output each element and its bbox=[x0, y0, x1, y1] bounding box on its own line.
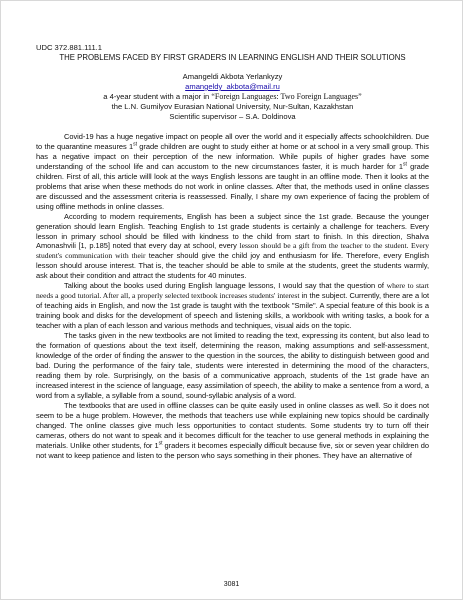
paragraph-2-text-b: teacher should give the child joy and enthusiasm for life. Therefore, every English lesson should arouse interest. That is, the teacher should be able to smile at the students, greet the students warmly, ask about their condition and attract the students for 40 minutes. bbox=[36, 251, 429, 281]
paragraph-2-text-a: According to modern requirements, English has been a subject since the 1st grade. Because the younger generation should learn English. Teaching English to 1st grade students is certainly a challenge for teachers. Every lesson in primary school should be filled with kindness to the child from start to finish. In this direction, Shalva Amonashvili [1, p.185] noted that every day at school, every bbox=[36, 211, 429, 251]
superscript: st bbox=[133, 141, 137, 148]
affiliation-prefix: a 4-year student with a major in bbox=[103, 92, 212, 101]
paragraph-3-serif-run: where to start needs a good tutorial. After all, a properly selected textbook increases students' interest bbox=[36, 281, 429, 301]
author-affiliation bbox=[36, 92, 429, 102]
paragraph-5-text-b: graders it becomes especially difficult because five, six or seven year children do not want to keep patience and listen to the person who says something in their phones. They have an alternative of bbox=[36, 440, 429, 460]
udc-code: UDC 372.881.111.1 bbox=[36, 43, 102, 52]
article-body bbox=[36, 132, 429, 460]
paragraph-3-text-a: Talking about the books used during English language lessons, I would say that the question of bbox=[64, 281, 387, 291]
page-number: 3081 bbox=[223, 581, 240, 588]
paragraph-1-text-a: Covid-19 has a huge negative impact on people all over the world and it especially affects schoolchildren. Due to the quarantine measures 1 bbox=[36, 132, 429, 151]
paragraph-1-text-b: grade children are ought to study either at home or at school in a very small group. This has a negative impact on their perception of the new information. While pupils of higher grades have some understanding of the school life and can accustom to the new circumstances faster, it is much harder for 1 bbox=[36, 141, 429, 171]
paragraph-2 bbox=[36, 212, 429, 282]
paragraph-3-text-b: in the subject. Currently, there are a lot of teaching aids in English, and now the 1st grade is taught with the textbook "Smile". A special feature of this book is a training book and disks for the development of speech and listening skills, a workbook with writing tasks, a book for a teacher with a plan of each lesson and various methods and techniques, visual aids on the topic. bbox=[36, 291, 430, 331]
major-name: “Foreign Languages: Two Foreign Languages” bbox=[211, 92, 362, 101]
paragraph-5 bbox=[36, 401, 429, 461]
paragraph-4: The tasks given in the new textbooks are not limited to reading the text, expressing its content, but also lead to the formation of questions about the text itself, determining the reason, making assumptions and self-assessment, knowledge of the order of finding the answer to the question in the sources, the ability to distinguish between good and bad. During the performance of the fairy tale, students were interested in determining the mood of the characters, reading them by role. Surprisingly, on the basis of a communicative approach, students of the 1st grade have an increased interest in the science of language, easy assimilation of speech, the ability to make a sentence from a word, a word from a syllable, a syllable from a sound, sound-syllabic analysis of a word. bbox=[36, 331, 429, 400]
paragraph-3 bbox=[36, 281, 429, 331]
paragraph-2-serif-run: lesson should be a gift from the teacher to the student. Every student's communication with their bbox=[36, 241, 430, 261]
paper-title: THE PROBLEMS FACED BY FIRST GRADERS IN LEARNING ENGLISH AND THEIR SOLUTIONS bbox=[59, 53, 406, 62]
supervisor-line: Scientific supervisor – S.A. Doldinova bbox=[169, 112, 296, 121]
author-name: Amangeldi Akbota Yerlankyzy bbox=[182, 72, 283, 81]
author-email-link[interactable]: amangeldy_akbota@mail.ru bbox=[185, 82, 280, 91]
paragraph-5-text-a: The textbooks that are used in offline classes can be quite easily used in online classes as well. So it does not seem to be a huge problem. However, the methods that teachers use while explaining new topics should be cardinally changed. The online classes give much less opportunities to contact students. Some students try to turn off their cameras, others do not want to speak and it becomes difficult for the teacher to use general methods in explaining the materials. Unlike other students, for 1 bbox=[36, 400, 429, 450]
author-block bbox=[36, 72, 429, 122]
superscript: st bbox=[402, 161, 407, 168]
paragraph-1 bbox=[36, 132, 429, 212]
paragraph-1-text-c: grade children. First of all, this article willl look at the ways English lessons are taught in an offline mode. Then it looks at the problems that arise when these methods do not work in online classes. After that, the methods used in online classes are discussed and the assessment criteria is reassessed. Finally, I share my own experience of facing the problem of using offline methods in online classes. bbox=[36, 161, 430, 211]
superscript: st bbox=[158, 440, 163, 447]
university-name: the L.N. Gumilyov Eurasian National University, Nur-Sultan, Kazakhstan bbox=[111, 102, 354, 111]
